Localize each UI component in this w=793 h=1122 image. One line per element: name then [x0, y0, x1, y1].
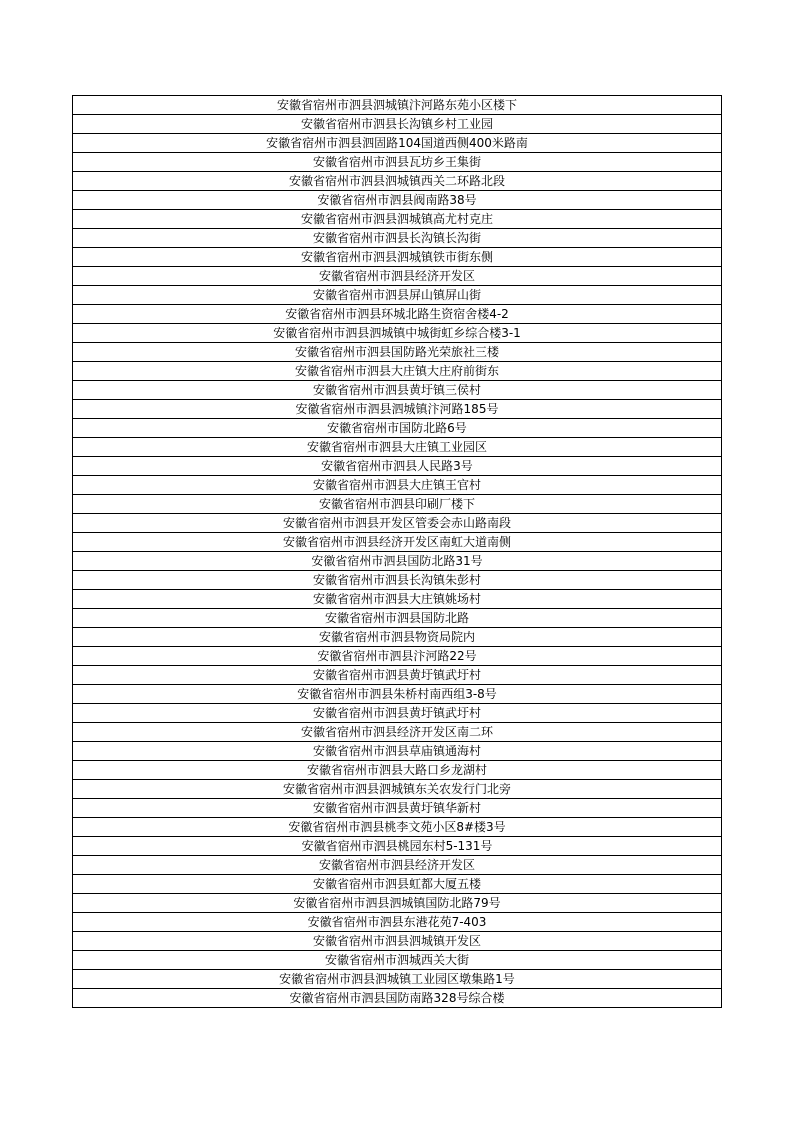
table-row — [73, 552, 722, 571]
address-cell: 安徽省宿州市泗县瓦坊乡王集街 — [73, 153, 722, 172]
table-row — [73, 514, 722, 533]
address-cell: 安徽省宿州市泗县国防路光荣旅社三楼 — [73, 343, 722, 362]
table-row — [73, 989, 722, 1008]
table-row — [73, 590, 722, 609]
table-row — [73, 115, 722, 134]
address-cell: 安徽省宿州市泗县人民路3号 — [73, 457, 722, 476]
address-cell: 安徽省宿州市泗县阀南路38号 — [73, 191, 722, 210]
address-cell: 安徽省宿州市泗县经济开发区南虹大道南侧 — [73, 533, 722, 552]
address-cell: 安徽省宿州市泗县黄圩镇武圩村 — [73, 666, 722, 685]
address-cell: 安徽省宿州市泗县泗固路104国道西侧400米路南 — [73, 134, 722, 153]
address-cell: 安徽省宿州市泗县桃园东村5-131号 — [73, 837, 722, 856]
table-row — [73, 286, 722, 305]
address-cell: 安徽省宿州市泗县泗城镇汴河路185号 — [73, 400, 722, 419]
table-row — [73, 647, 722, 666]
table-row — [73, 305, 722, 324]
address-cell: 安徽省宿州市泗县物资局院内 — [73, 628, 722, 647]
table-row — [73, 457, 722, 476]
table-row — [73, 571, 722, 590]
address-cell: 安徽省宿州市泗县黄圩镇三侯村 — [73, 381, 722, 400]
address-table-body — [73, 96, 722, 1008]
address-cell: 安徽省宿州市泗县虹都大厦五楼 — [73, 875, 722, 894]
address-cell: 安徽省宿州市泗县环城北路生资宿舍楼4-2 — [73, 305, 722, 324]
address-cell: 安徽省宿州市泗县经济开发区 — [73, 856, 722, 875]
address-cell: 安徽省宿州市泗县大庄镇工业园区 — [73, 438, 722, 457]
table-row — [73, 96, 722, 115]
table-row — [73, 913, 722, 932]
address-cell: 安徽省宿州市泗县泗城镇中城街虹乡综合楼3-1 — [73, 324, 722, 343]
address-cell: 安徽省宿州市泗县经济开发区 — [73, 267, 722, 286]
address-cell: 安徽省宿州市泗县泗城镇铁市街东侧 — [73, 248, 722, 267]
table-row — [73, 818, 722, 837]
address-cell: 安徽省宿州市泗县泗城镇高尤村克庄 — [73, 210, 722, 229]
address-cell: 安徽省宿州市泗县印刷厂楼下 — [73, 495, 722, 514]
address-cell: 安徽省宿州市泗县屏山镇屏山街 — [73, 286, 722, 305]
address-cell: 安徽省宿州市泗县大路口乡龙湖村 — [73, 761, 722, 780]
address-cell: 安徽省宿州市泗县开发区管委会赤山路南段 — [73, 514, 722, 533]
address-cell: 安徽省宿州市泗县汴河路22号 — [73, 647, 722, 666]
table-row — [73, 362, 722, 381]
table-row — [73, 970, 722, 989]
table-row — [73, 799, 722, 818]
table-row — [73, 343, 722, 362]
table-row — [73, 742, 722, 761]
address-cell: 安徽省宿州市泗县大庄镇大庄府前街东 — [73, 362, 722, 381]
address-cell: 安徽省宿州市国防北路6号 — [73, 419, 722, 438]
table-row — [73, 666, 722, 685]
table-row — [73, 267, 722, 286]
table-row — [73, 191, 722, 210]
table-row — [73, 248, 722, 267]
table-row — [73, 438, 722, 457]
address-cell: 安徽省宿州市泗县长沟镇长沟街 — [73, 229, 722, 248]
address-cell: 安徽省宿州市泗县泗城镇工业园区墩集路1号 — [73, 970, 722, 989]
table-row — [73, 400, 722, 419]
address-cell: 安徽省宿州市泗县国防南路328号综合楼 — [73, 989, 722, 1008]
address-cell: 安徽省宿州市泗县泗城镇国防北路79号 — [73, 894, 722, 913]
address-cell: 安徽省宿州市泗县长沟镇乡村工业园 — [73, 115, 722, 134]
table-row — [73, 476, 722, 495]
address-cell: 安徽省宿州市泗县朱桥村南西组3-8号 — [73, 685, 722, 704]
table-row — [73, 875, 722, 894]
table-row — [73, 894, 722, 913]
address-cell: 安徽省宿州市泗县国防北路31号 — [73, 552, 722, 571]
table-row — [73, 609, 722, 628]
table-row — [73, 381, 722, 400]
address-cell: 安徽省宿州市泗县长沟镇朱彭村 — [73, 571, 722, 590]
table-row — [73, 932, 722, 951]
table-row — [73, 951, 722, 970]
address-cell: 安徽省宿州市泗县国防北路 — [73, 609, 722, 628]
table-row — [73, 533, 722, 552]
table-row — [73, 685, 722, 704]
table-row — [73, 153, 722, 172]
table-row — [73, 495, 722, 514]
table-row — [73, 761, 722, 780]
table-row — [73, 229, 722, 248]
address-cell: 安徽省宿州市泗县经济开发区南二环 — [73, 723, 722, 742]
address-cell: 安徽省宿州市泗县大庄镇姚场村 — [73, 590, 722, 609]
table-row — [73, 856, 722, 875]
table-row — [73, 324, 722, 343]
address-cell: 安徽省宿州市泗县泗城镇汴河路东苑小区楼下 — [73, 96, 722, 115]
address-cell: 安徽省宿州市泗县大庄镇王官村 — [73, 476, 722, 495]
address-cell: 安徽省宿州市泗城西关大街 — [73, 951, 722, 970]
address-cell: 安徽省宿州市泗县泗城镇开发区 — [73, 932, 722, 951]
table-row — [73, 723, 722, 742]
table-row — [73, 172, 722, 191]
table-row — [73, 134, 722, 153]
table-row — [73, 704, 722, 723]
address-cell: 安徽省宿州市泗县泗城镇东关农发行门北旁 — [73, 780, 722, 799]
table-row — [73, 210, 722, 229]
address-cell: 安徽省宿州市泗县桃李文苑小区8#楼3号 — [73, 818, 722, 837]
table-row — [73, 837, 722, 856]
address-cell: 安徽省宿州市泗县黄圩镇武圩村 — [73, 704, 722, 723]
address-cell: 安徽省宿州市泗县黄圩镇华新村 — [73, 799, 722, 818]
address-cell: 安徽省宿州市泗县泗城镇西关二环路北段 — [73, 172, 722, 191]
table-row — [73, 419, 722, 438]
address-cell: 安徽省宿州市泗县草庙镇通海村 — [73, 742, 722, 761]
address-table — [72, 95, 722, 1008]
table-row — [73, 780, 722, 799]
address-cell: 安徽省宿州市泗县东港花苑7-403 — [73, 913, 722, 932]
table-row — [73, 628, 722, 647]
